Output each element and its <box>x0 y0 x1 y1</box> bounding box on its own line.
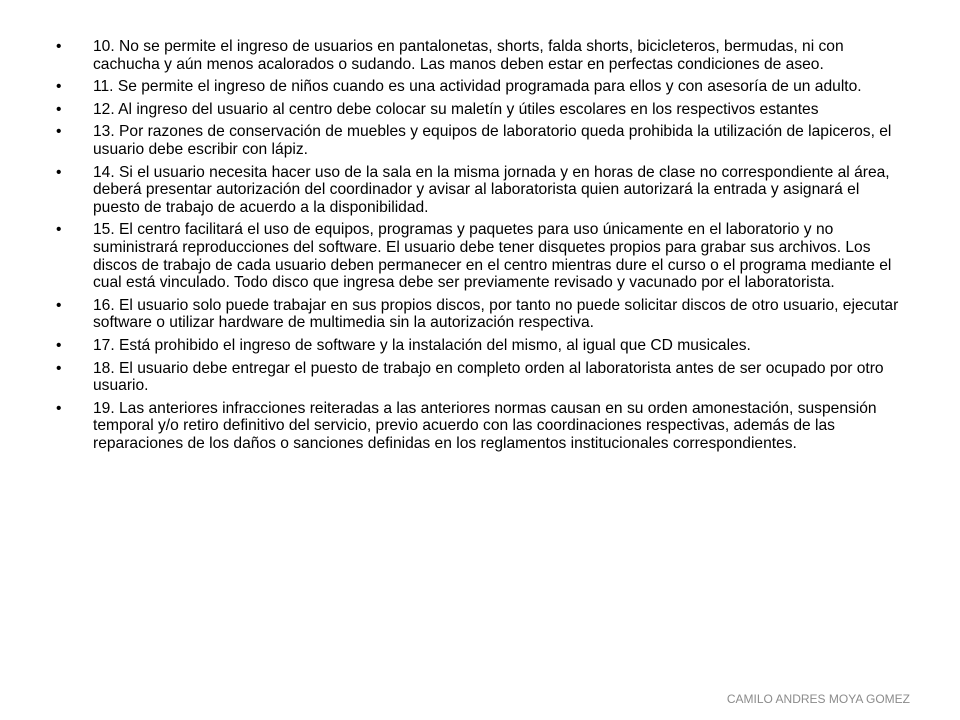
bullet: • <box>56 123 62 141</box>
bullet: • <box>56 100 62 118</box>
rule-text: 10. No se permite el ingreso de usuarios en pantalonetas, shorts, falda shorts, bicicleteros, bermudas, ni con cachucha y aún menos acalorados o sudando. Las manos deben estar en perfectas condiciones de aseo. <box>93 38 844 73</box>
rule-text: 16. El usuario solo puede trabajar en sus propios discos, por tanto no puede solicitar discos de otro usuario, ejecutar software o utilizar hardware de multimedia sin la autorización respectiva. <box>93 296 899 332</box>
rule-item-11 <box>56 78 908 96</box>
bullet: • <box>56 38 62 55</box>
bullet: • <box>56 336 62 354</box>
rule-item-19 <box>56 400 908 453</box>
bullet: • <box>56 296 62 314</box>
bullet: • <box>56 221 62 239</box>
rule-text: 19. Las anteriores infracciones reiteradas a las anteriores normas causan en su orden amonestación, suspensión temporal y/o retiro definitivo del servicio, previo acuerdo con las coordinaciones respectivas, además de las reparaciones de los daños o sanciones definidas en los reglamentos institucionales correspondientes. <box>93 399 877 452</box>
rule-item-12 <box>56 101 908 119</box>
rule-item-13 <box>56 123 908 158</box>
rule-item-10 <box>56 38 908 73</box>
rule-text: 13. Por razones de conservación de muebles y equipos de laboratorio queda prohibida la utilización de lapiceros, el usuario debe escribir con lápiz. <box>93 123 892 158</box>
rule-item-18 <box>56 360 908 395</box>
rule-text: 18. El usuario debe entregar el puesto de trabajo en completo orden al laboratorista antes de ser ocupado por otro usuario. <box>93 359 884 395</box>
rule-text: 15. El centro facilitará el uso de equipos, programas y paquetes para uso únicamente en el laboratorio y no suministrará reproducciones del software. El usuario debe tener disquetes propios para grabar sus archivos. Los discos de trabajo de cada usuario deben permanecer en el centro mientras dure el curso o el programa mediante el cual está vinculado. Todo disco que ingresa debe ser previamente revisado y vacunado por el laboratorista. <box>93 221 892 292</box>
rule-item-17 <box>56 337 908 355</box>
rule-item-15 <box>56 221 908 291</box>
rule-item-16 <box>56 297 908 332</box>
bullet: • <box>56 163 62 181</box>
rule-text: 14. Si el usuario necesita hacer uso de la sala en la misma jornada y en horas de clase no correspondiente al área, deberá presentar autorización del coordinador y avisar al laboratorista quien autorizará la entrada y asignará el puesto de trabajo de acuerdo a la disponibilidad. <box>93 163 890 216</box>
rule-item-14 <box>56 164 908 217</box>
bullet: • <box>56 78 62 96</box>
slide-body <box>56 38 908 457</box>
bullet: • <box>56 359 62 377</box>
rule-text: 12. Al ingreso del usuario al centro debe colocar su maletín y útiles escolares en los respectivos estantes <box>93 100 819 118</box>
rule-text: 11. Se permite el ingreso de niños cuando es una actividad programada para ellos y con asesoría de un adulto. <box>93 78 862 96</box>
footer-author: CAMILO ANDRES MOYA GOMEZ <box>726 692 910 706</box>
rules-list <box>56 38 908 452</box>
bullet: • <box>56 399 62 417</box>
rule-text: 17. Está prohibido el ingreso de software y la instalación del mismo, al igual que CD musicales. <box>93 336 751 354</box>
